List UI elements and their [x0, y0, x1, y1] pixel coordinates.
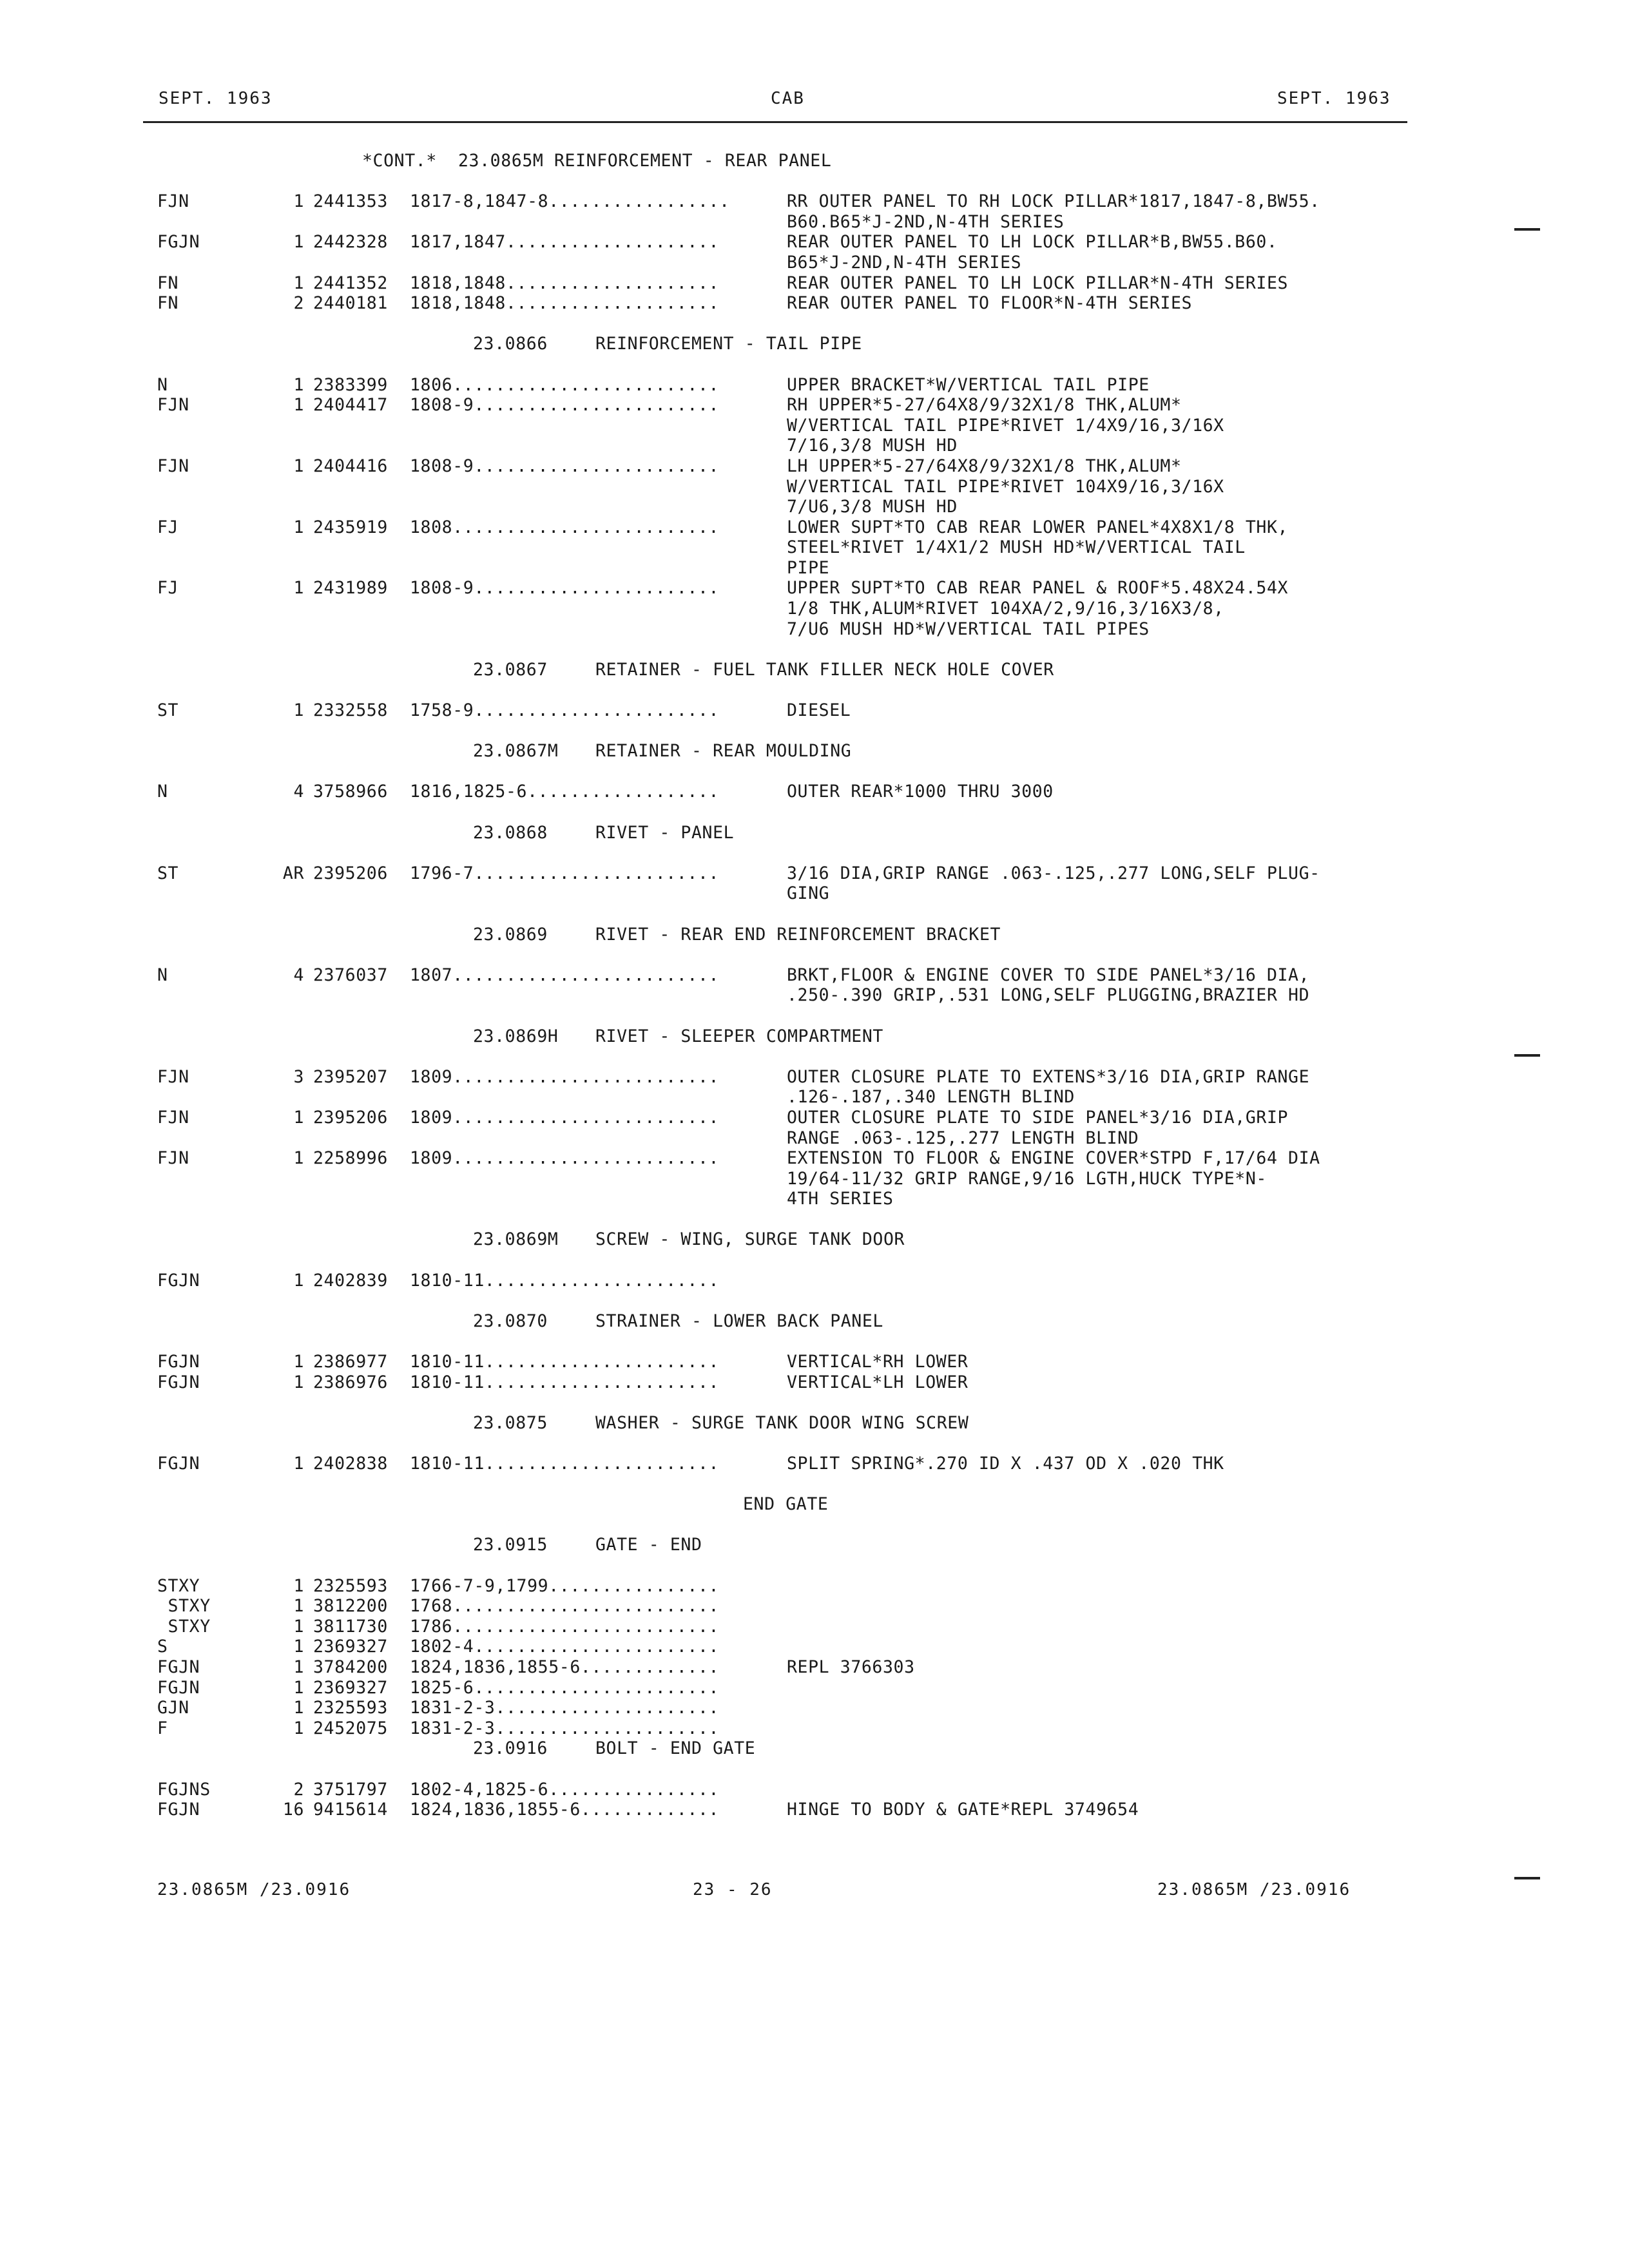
- blank-line: [157, 314, 1320, 334]
- section-title: SCREW - WING, SURGE TANK DOOR: [595, 1229, 905, 1250]
- part-number: 2442328: [313, 232, 388, 253]
- description-text: PIPE: [787, 557, 830, 578]
- description-text: RANGE .063-.125,.277 LENGTH BLIND: [787, 1128, 1139, 1148]
- part-row: [157, 1108, 1320, 1128]
- quantity: 1: [293, 578, 304, 599]
- part-number: 2369327: [313, 1677, 388, 1698]
- part-row: [157, 1698, 1320, 1718]
- part-row: [157, 1596, 1320, 1617]
- part-description-continued: [157, 1128, 1320, 1149]
- section-heading: [157, 1413, 1320, 1434]
- part-description: OUTER CLOSURE PLATE TO SIDE PANEL*3/16 DIA,GRIP: [787, 1107, 1289, 1128]
- part-number: 2383399: [313, 374, 388, 395]
- description-text: STEEL*RIVET 1/4X1/2 MUSH HD*W/VERTICAL TAIL: [787, 537, 1246, 558]
- footer-page-number: 23 - 26: [693, 1880, 773, 1899]
- part-description: UPPER SUPT*TO CAB REAR PANEL & ROOF*5.48X24.54X: [787, 578, 1289, 599]
- description-text: GING: [787, 883, 830, 904]
- section-number: 23.0869M: [473, 1229, 559, 1250]
- part-description: LOWER SUPT*TO CAB REAR LOWER PANEL*4X8X1/8 THK,: [787, 517, 1289, 537]
- part-number: 2386977: [313, 1352, 388, 1372]
- part-description-continued: [157, 212, 1320, 233]
- part-description: RR OUTER PANEL TO RH LOCK PILLAR*1817,1847-8,BW55.: [787, 191, 1320, 212]
- part-description: REAR OUTER PANEL TO LH LOCK PILLAR*B,BW55.B60.: [787, 232, 1278, 253]
- model-code: FN: [157, 293, 179, 314]
- blank-line: [157, 1046, 1320, 1067]
- model-code: FN: [157, 273, 179, 293]
- reference-numbers: 1786.........................: [410, 1616, 720, 1637]
- model-code: FGJN: [157, 232, 200, 253]
- part-row: [157, 700, 1320, 721]
- quantity: 1: [293, 273, 304, 293]
- quantity: 1: [293, 517, 304, 537]
- footer-range-right: 23.0865M /23.0916: [1157, 1880, 1351, 1899]
- reference-numbers: 1766-7-9,1799................: [410, 1575, 720, 1596]
- section-heading: [157, 1026, 1320, 1047]
- part-description: VERTICAL*RH LOWER: [787, 1352, 969, 1372]
- reference-numbers: 1831-2-3.....................: [410, 1718, 720, 1738]
- part-number: 2404416: [313, 456, 388, 476]
- model-code: GJN: [157, 1698, 189, 1718]
- description-text: .126-.187,.340 LENGTH BLIND: [787, 1087, 1075, 1108]
- model-code: FJ: [157, 578, 179, 599]
- reference-numbers: 1768.........................: [410, 1596, 720, 1617]
- reference-numbers: 1818,1848....................: [410, 293, 720, 314]
- part-number: 2435919: [313, 517, 388, 537]
- blank-line: [157, 1006, 1320, 1026]
- margin-tick-mark: [1514, 228, 1540, 231]
- reference-numbers: 1810-11......................: [410, 1270, 720, 1291]
- blank-line: [157, 802, 1320, 823]
- part-number: 2325593: [313, 1698, 388, 1718]
- part-row: [157, 863, 1320, 884]
- parts-list: [157, 151, 1320, 1820]
- reference-numbers: 1816,1825-6..................: [410, 782, 720, 802]
- section-heading: [157, 1229, 1320, 1250]
- reference-numbers: 1824,1836,1855-6.............: [410, 1657, 720, 1677]
- part-row: [157, 1637, 1320, 1657]
- part-number: 2404417: [313, 395, 388, 416]
- part-row: [157, 1718, 1320, 1739]
- section-number: 23.0870: [473, 1311, 548, 1331]
- reference-numbers: 1808-9.......................: [410, 578, 720, 599]
- part-description-continued: [157, 1169, 1320, 1189]
- quantity: 2: [293, 293, 304, 314]
- part-row: [157, 456, 1320, 477]
- part-description-continued: [157, 1087, 1320, 1108]
- blank-line: [157, 171, 1320, 192]
- part-row: [157, 578, 1320, 599]
- reference-numbers: 1802-4.......................: [410, 1637, 720, 1657]
- section-heading: [157, 823, 1320, 843]
- blank-line: [157, 1291, 1320, 1311]
- reference-numbers: 1808-9.......................: [410, 395, 720, 416]
- section-heading: [157, 334, 1320, 354]
- part-number: 2258996: [313, 1148, 388, 1169]
- blank-line: [157, 945, 1320, 965]
- section-title: STRAINER - LOWER BACK PANEL: [595, 1311, 883, 1331]
- part-number: 2369327: [313, 1637, 388, 1657]
- model-code: FGJN: [157, 1454, 200, 1474]
- quantity: 1: [293, 1616, 304, 1637]
- model-code: STXY: [157, 1596, 211, 1617]
- part-row: [157, 273, 1320, 294]
- description-text: W/VERTICAL TAIL PIPE*RIVET 1/4X9/16,3/16X: [787, 415, 1224, 436]
- part-row: [157, 1678, 1320, 1698]
- blank-line: [157, 1555, 1320, 1576]
- model-code: FJ: [157, 517, 179, 537]
- part-number: 2431989: [313, 578, 388, 599]
- part-row: [157, 1617, 1320, 1637]
- quantity: 1: [293, 374, 304, 395]
- section-number: 23.0875: [473, 1412, 548, 1433]
- reference-numbers: 1808-9.......................: [410, 456, 720, 476]
- margin-tick-mark: [1514, 1054, 1540, 1057]
- model-code: N: [157, 782, 168, 802]
- reference-numbers: 1807.........................: [410, 965, 720, 985]
- quantity: 1: [293, 191, 304, 212]
- model-code: STXY: [157, 1616, 211, 1637]
- part-description: HINGE TO BODY & GATE*REPL 3749654: [787, 1800, 1139, 1820]
- quantity: 1: [293, 1698, 304, 1718]
- section-heading: [157, 741, 1320, 762]
- section-heading: [157, 1311, 1320, 1332]
- model-code: ST: [157, 863, 179, 883]
- description-text: .250-.390 GRIP,.531 LONG,SELF PLUGGING,BRAZIER HD: [787, 985, 1310, 1006]
- reference-numbers: 1817-8,1847-8.................: [410, 191, 730, 212]
- quantity: 1: [293, 1677, 304, 1698]
- part-description: EXTENSION TO FLOOR & ENGINE COVER*STPD F,17/64 DIA: [787, 1148, 1320, 1169]
- model-code: FGJNS: [157, 1779, 211, 1800]
- model-code: S: [157, 1637, 168, 1657]
- section-title: RIVET - PANEL: [595, 822, 735, 843]
- section-title: WASHER - SURGE TANK DOOR WING SCREW: [595, 1412, 969, 1433]
- quantity: 1: [293, 1637, 304, 1657]
- part-number: 3758966: [313, 782, 388, 802]
- part-number: 3811730: [313, 1616, 388, 1637]
- part-number: 2332558: [313, 700, 388, 721]
- model-code: FJN: [157, 191, 189, 212]
- part-row: [157, 191, 1320, 212]
- part-number: 2395206: [313, 863, 388, 883]
- blank-line: [157, 1331, 1320, 1352]
- section-title: RETAINER - FUEL TANK FILLER NECK HOLE COVER: [595, 659, 1054, 680]
- part-row: [157, 782, 1320, 802]
- quantity: 1: [293, 1657, 304, 1677]
- reference-numbers: 1809.........................: [410, 1066, 720, 1087]
- part-number: 9415614: [313, 1800, 388, 1820]
- part-description: REAR OUTER PANEL TO FLOOR*N-4TH SERIES: [787, 293, 1193, 314]
- reference-numbers: 1817,1847....................: [410, 232, 720, 253]
- reference-numbers: 1806.........................: [410, 374, 720, 395]
- part-number: 2386976: [313, 1372, 388, 1392]
- part-row: [157, 375, 1320, 396]
- section-number: 23.0868: [473, 822, 548, 843]
- part-description: REAR OUTER PANEL TO LH LOCK PILLAR*N-4TH SERIES: [787, 273, 1289, 293]
- part-row: [157, 1148, 1320, 1169]
- section-number: 23.0867: [473, 659, 548, 680]
- blank-line: [157, 1433, 1320, 1454]
- part-row: [157, 965, 1320, 986]
- blank-line: [157, 354, 1320, 375]
- quantity: 1: [293, 395, 304, 416]
- blank-line: [157, 1474, 1320, 1495]
- part-row: [157, 1352, 1320, 1372]
- section-number: 23.0915: [473, 1535, 548, 1555]
- model-code: STXY: [157, 1575, 200, 1596]
- continued-section-heading: *CONT.* 23.0865M REINFORCEMENT - REAR PANEL: [362, 151, 832, 171]
- model-code: N: [157, 965, 168, 985]
- part-number: 2402839: [313, 1270, 388, 1291]
- header-date-right: SEPT. 1963: [1277, 89, 1391, 108]
- description-text: B65*J-2ND,N-4TH SERIES: [787, 252, 1022, 273]
- reference-numbers: 1810-11......................: [410, 1372, 720, 1392]
- part-row: [157, 1576, 1320, 1597]
- quantity: 1: [293, 1270, 304, 1291]
- description-text: W/VERTICAL TAIL PIPE*RIVET 104X9/16,3/16X: [787, 476, 1224, 497]
- model-code: FGJN: [157, 1270, 200, 1291]
- reference-numbers: 1824,1836,1855-6.............: [410, 1800, 720, 1820]
- section-title: REINFORCEMENT - TAIL PIPE: [595, 334, 862, 354]
- group-heading: END GATE: [743, 1494, 829, 1515]
- section-heading: [157, 660, 1320, 680]
- part-number: 2440181: [313, 293, 388, 314]
- part-description-continued: [157, 436, 1320, 456]
- section-number: 23.0869: [473, 924, 548, 945]
- part-description-continued: [157, 985, 1320, 1006]
- part-description: OUTER CLOSURE PLATE TO EXTENS*3/16 DIA,GRIP RANGE: [787, 1066, 1310, 1087]
- part-description: DIESEL: [787, 700, 851, 721]
- header-date-left: SEPT. 1963: [159, 89, 273, 108]
- model-code: N: [157, 374, 168, 395]
- part-description-continued: [157, 497, 1320, 517]
- part-number: 2325593: [313, 1575, 388, 1596]
- quantity: 1: [293, 1107, 304, 1128]
- reference-numbers: 1809.........................: [410, 1107, 720, 1128]
- section-number: 23.0867M: [473, 741, 559, 762]
- part-description: OUTER REAR*1000 THRU 3000: [787, 782, 1054, 802]
- part-row: [157, 1780, 1320, 1800]
- model-code: FGJN: [157, 1657, 200, 1677]
- part-description: BRKT,FLOOR & ENGINE COVER TO SIDE PANEL*3/16 DIA,: [787, 965, 1310, 985]
- part-row: [157, 1271, 1320, 1291]
- quantity: 2: [293, 1779, 304, 1800]
- part-row: [157, 293, 1320, 314]
- blank-line: [157, 680, 1320, 700]
- quantity: 4: [293, 965, 304, 985]
- blank-line: [157, 1209, 1320, 1230]
- part-number: 2452075: [313, 1718, 388, 1738]
- blank-line: [157, 904, 1320, 925]
- section-heading: [157, 1738, 1320, 1759]
- quantity: 1: [293, 232, 304, 253]
- margin-tick-mark: [1514, 1877, 1540, 1879]
- part-row: [157, 395, 1320, 416]
- part-description-continued: [157, 1189, 1320, 1209]
- part-description-continued: [157, 253, 1320, 273]
- section-heading: [157, 925, 1320, 945]
- part-description: LH UPPER*5-27/64X8/9/32X1/8 THK,ALUM*: [787, 456, 1182, 476]
- description-text: 7/U6,3/8 MUSH HD: [787, 497, 958, 517]
- part-description-continued: [157, 477, 1320, 497]
- model-code: ST: [157, 700, 179, 721]
- reference-numbers: 1758-9.......................: [410, 700, 720, 721]
- part-number: 2441352: [313, 273, 388, 293]
- blank-line: [157, 721, 1320, 742]
- part-row: [157, 1372, 1320, 1393]
- section-heading: [157, 1535, 1320, 1555]
- section-title: RIVET - REAR END REINFORCEMENT BRACKET: [595, 924, 1001, 945]
- quantity: 1: [293, 1575, 304, 1596]
- description-text: 4TH SERIES: [787, 1189, 894, 1209]
- part-number: 2441353: [313, 191, 388, 212]
- part-description: SPLIT SPRING*.270 ID X .437 OD X .020 THK: [787, 1454, 1224, 1474]
- blank-line: [157, 1392, 1320, 1413]
- description-text: B60.B65*J-2ND,N-4TH SERIES: [787, 211, 1065, 232]
- model-code: FJN: [157, 395, 189, 416]
- blank-line: [157, 843, 1320, 863]
- reference-numbers: 1831-2-3.....................: [410, 1698, 720, 1718]
- quantity: 1: [293, 1372, 304, 1392]
- blank-line: [157, 762, 1320, 782]
- reference-numbers: 1825-6.......................: [410, 1677, 720, 1698]
- quantity: 1: [293, 1596, 304, 1617]
- reference-numbers: 1810-11......................: [410, 1352, 720, 1372]
- part-number: 3751797: [313, 1779, 388, 1800]
- blank-line: [157, 639, 1320, 660]
- quantity: 1: [293, 1352, 304, 1372]
- part-description-continued: [157, 537, 1320, 558]
- part-description: 3/16 DIA,GRIP RANGE .063-.125,.277 LONG,SELF PLUG-: [787, 863, 1320, 883]
- description-text: 7/U6 MUSH HD*W/VERTICAL TAIL PIPES: [787, 619, 1150, 639]
- reference-numbers: 1796-7.......................: [410, 863, 720, 883]
- quantity: 3: [293, 1066, 304, 1087]
- section-title: RIVET - SLEEPER COMPARTMENT: [595, 1026, 883, 1046]
- part-description-continued: [157, 416, 1320, 436]
- model-code: FJN: [157, 1148, 189, 1169]
- section-title: BOLT - END GATE: [595, 1738, 756, 1759]
- section-number: 23.0869H: [473, 1026, 559, 1046]
- part-number: 3812200: [313, 1596, 388, 1617]
- part-number: 2395207: [313, 1066, 388, 1087]
- part-description: UPPER BRACKET*W/VERTICAL TAIL PIPE: [787, 374, 1150, 395]
- part-number: 2402838: [313, 1454, 388, 1474]
- part-row: [157, 517, 1320, 538]
- part-row: [157, 1657, 1320, 1678]
- part-description: VERTICAL*LH LOWER: [787, 1372, 969, 1392]
- part-row: [157, 1800, 1320, 1820]
- quantity: 1: [293, 1148, 304, 1169]
- part-row: [157, 1067, 1320, 1088]
- section-title: RETAINER - REAR MOULDING: [595, 741, 852, 762]
- part-description-continued: [157, 883, 1320, 904]
- quantity: 1: [293, 700, 304, 721]
- part-number: 3784200: [313, 1657, 388, 1677]
- section-number: 23.0866: [473, 334, 548, 354]
- model-code: FGJN: [157, 1352, 200, 1372]
- reference-numbers: 1809.........................: [410, 1148, 720, 1169]
- model-code: FJN: [157, 1066, 189, 1087]
- description-text: 7/16,3/8 MUSH HD: [787, 436, 958, 456]
- part-row: [157, 1454, 1320, 1474]
- description-text: 1/8 THK,ALUM*RIVET 104XA/2,9/16,3/16X3/8,: [787, 599, 1224, 619]
- reference-numbers: 1802-4,1825-6................: [410, 1779, 720, 1800]
- reference-numbers: 1810-11......................: [410, 1454, 720, 1474]
- part-number: 2376037: [313, 965, 388, 985]
- model-code: F: [157, 1718, 168, 1738]
- part-description-continued: [157, 619, 1320, 640]
- section-title: GATE - END: [595, 1535, 702, 1555]
- reference-numbers: 1818,1848....................: [410, 273, 720, 293]
- section-number: 23.0916: [473, 1738, 548, 1759]
- blank-line: [157, 1250, 1320, 1271]
- header-section-title: CAB: [771, 89, 805, 108]
- blank-line: [157, 1759, 1320, 1780]
- quantity: 4: [293, 782, 304, 802]
- reference-numbers: 1808.........................: [410, 517, 720, 537]
- model-code: FGJN: [157, 1372, 200, 1392]
- part-description: REPL 3766303: [787, 1657, 915, 1677]
- part-row: [157, 232, 1320, 253]
- quantity: 16: [282, 1800, 304, 1820]
- part-description-continued: [157, 558, 1320, 579]
- quantity: 1: [293, 456, 304, 476]
- part-description-continued: [157, 599, 1320, 619]
- model-code: FGJN: [157, 1677, 200, 1698]
- model-code: FJN: [157, 456, 189, 476]
- quantity: 1: [293, 1718, 304, 1738]
- blank-line: [157, 1515, 1320, 1535]
- model-code: FJN: [157, 1107, 189, 1128]
- footer-range-left: 23.0865M /23.0916: [157, 1880, 351, 1899]
- model-code: FGJN: [157, 1800, 200, 1820]
- quantity: AR: [282, 863, 304, 883]
- part-number: 2395206: [313, 1107, 388, 1128]
- quantity: 1: [293, 1454, 304, 1474]
- part-description: RH UPPER*5-27/64X8/9/32X1/8 THK,ALUM*: [787, 395, 1182, 416]
- description-text: 19/64-11/32 GRIP RANGE,9/16 LGTH,HUCK TYPE*N-: [787, 1168, 1267, 1189]
- header-rule: [143, 121, 1407, 123]
